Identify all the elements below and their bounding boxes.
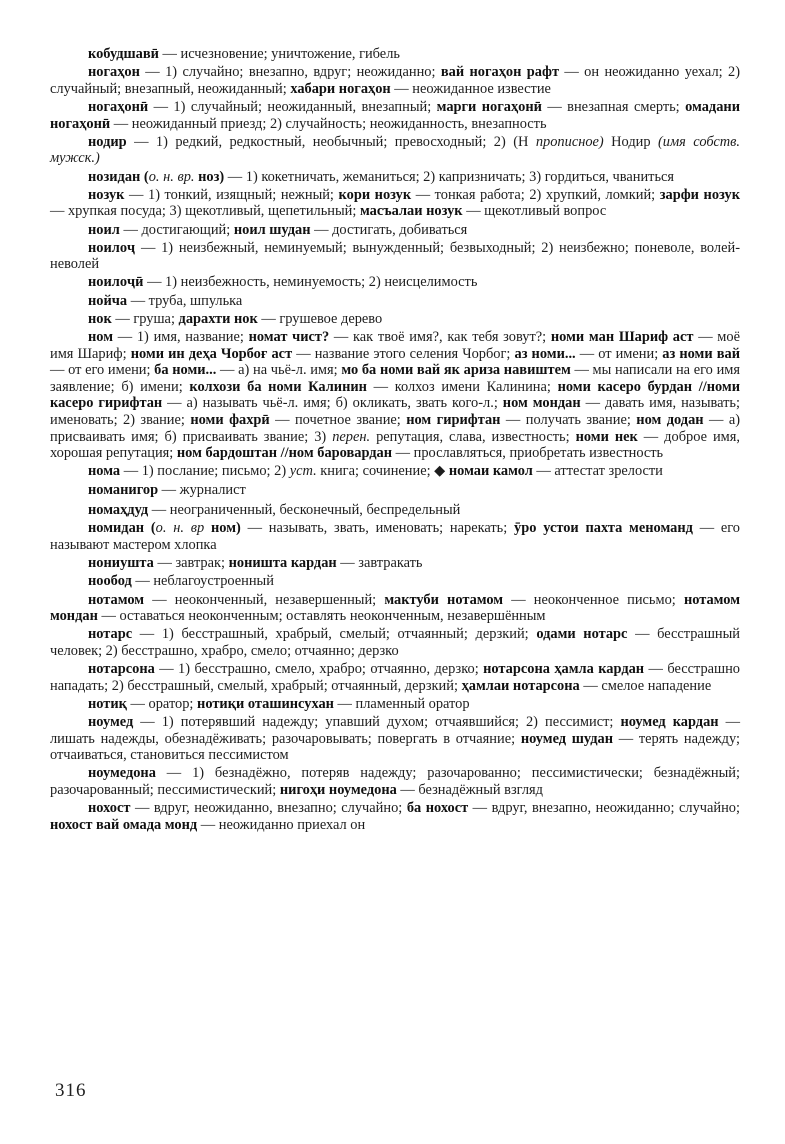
entry-text: — грушевое дерево xyxy=(257,310,383,327)
entry-text: — моё имя Шариф; xyxy=(50,329,740,362)
dictionary-entry xyxy=(50,134,740,167)
entry-text: — лишать надежды, обезнадёживать; разочаровывать; повергать в отчаяние; xyxy=(50,714,740,747)
entry-headword: ном додан xyxy=(636,412,704,428)
entry-text: — 1) бесстрашный, храбрый, смелый; отчаянный; дерзкий; xyxy=(132,626,537,643)
entry-label: прописное) xyxy=(535,133,604,150)
entry-text: — от имени; xyxy=(575,345,663,362)
entry-text: — тонкая работа; 2) хрупкий, ломкий; xyxy=(411,186,660,203)
entry-text: — оратор; xyxy=(126,695,198,712)
entry-text: — почетное звание; xyxy=(269,412,407,428)
dictionary-entry xyxy=(50,482,740,499)
entry-text: — неблагоустроенный xyxy=(131,573,274,590)
entry-text: — исчезновение; уничтожение, гибель xyxy=(158,46,400,62)
entry-text: — аттестат зрелости xyxy=(532,463,663,480)
page-number: 316 xyxy=(55,1080,87,1101)
entry-text: — 1) редкий, редкостный, необычный; превосходный; 2) (Н xyxy=(126,133,536,150)
dictionary-entry xyxy=(50,592,740,625)
dictionary-entry xyxy=(50,274,740,291)
entry-text: — 1) имя, название; xyxy=(113,329,249,346)
entry-text: — неожиданно приехал он xyxy=(197,816,366,833)
dictionary-entry xyxy=(50,520,740,553)
entry-text: — внезапная смерть; xyxy=(541,98,686,115)
entry-headword: номи ин деҳа Чорбоғ аст xyxy=(130,345,293,362)
entry-text: — безнадёжный взгляд xyxy=(396,782,543,798)
entry-text: — 1) потерявший надежду; упавший духом; отчаявшийся; 2) пессимист; xyxy=(133,714,621,731)
entry-text: — называть, звать, именовать; нарекать; xyxy=(240,520,515,537)
entry-label: уст. xyxy=(289,463,317,480)
entry-text: — терять надежду; отчаиваться, становиться пессимистом xyxy=(50,730,741,764)
entry-headword: ном гирифтан xyxy=(406,412,501,428)
entry-headword: ноилоҷ xyxy=(88,239,136,256)
entry-headword: номи фахрӣ xyxy=(190,412,270,428)
entry-label: о. н. вр xyxy=(155,520,205,537)
entry-text: — вдруг, неожиданно, внезапно; случайно; xyxy=(130,800,407,817)
entry-headword: ноил xyxy=(88,221,120,238)
entry-headword: ном мондан xyxy=(502,395,581,412)
entry-headword: аз номи вай xyxy=(662,345,740,362)
entry-text: — неожиданное известие xyxy=(390,80,551,97)
entry-headword: нотамом xyxy=(88,591,145,608)
entry-headword: нотиқ xyxy=(88,695,127,712)
entry-headword: номидан ( xyxy=(88,520,156,537)
dictionary-entry xyxy=(50,573,740,590)
dictionary-entry xyxy=(50,169,740,186)
entry-text: — а) присваивать имя; б) присваивать звание; 3) xyxy=(50,412,741,445)
entry-headword: номи касеро бурдан //номи касеро гирифтан xyxy=(50,378,741,412)
entry-headword: ноил шудан xyxy=(233,221,311,238)
dictionary-entry xyxy=(50,240,740,273)
entry-headword: нониушта xyxy=(88,555,154,572)
entry-headword: мо ба номи вай як ариза навиштем xyxy=(341,362,571,379)
entry-text: — получать звание; xyxy=(500,412,637,428)
entry-headword: ном) xyxy=(204,520,241,537)
entry-text: репутация, слава, известность; xyxy=(370,428,576,445)
entry-text: — мы написали на его имя заявление; б) имени; xyxy=(50,362,740,395)
entry-headword: ба нохост xyxy=(406,800,469,817)
entry-text: — пламенный оратор xyxy=(333,695,470,712)
entry-headword: нодир xyxy=(88,133,127,150)
entry-text: — бесстрашный человек; 2) бесстрашно, храбро, смело; отчаянно; дерзко xyxy=(50,626,740,659)
entry-text: — от его имени; xyxy=(50,362,155,379)
dictionary-entry xyxy=(50,661,740,694)
entry-text: — 1) послание; письмо; 2) xyxy=(120,463,290,480)
entry-text: — неограниченный, бесконечный, беспредельный xyxy=(148,502,461,519)
entry-headword: ногаҳонӣ xyxy=(88,98,149,115)
entry-text: — груша; xyxy=(111,310,179,327)
entry-headword: нотиқи оташинсухан xyxy=(197,695,334,712)
entry-text: — неожиданный приезд; 2) случайность; неожиданность, внезапность xyxy=(110,115,547,132)
entry-text: — завтракать xyxy=(336,555,423,572)
entry-text: — хрупкая посуда; 3) щекотливый, щепетильный; xyxy=(50,203,360,220)
dictionary-page xyxy=(50,46,740,835)
entry-text: Нодир xyxy=(603,133,658,150)
entry-headword: ноумед кардан xyxy=(620,714,719,731)
entry-headword: вай ногаҳон рафт xyxy=(440,64,560,81)
entry-text: — 1) тонкий, изящный; нежный; xyxy=(124,186,339,203)
entry-text: — 1) бесстрашно, смело, храбро; отчаянно, дерзко; xyxy=(154,661,484,678)
entry-headword: ноумед xyxy=(88,714,134,731)
entry-headword: нотарс xyxy=(88,626,133,643)
entry-text: — 1) случайный; неожиданный, внезапный; xyxy=(148,98,437,115)
dictionary-entry xyxy=(50,99,740,132)
entry-headword: нозук xyxy=(88,186,125,203)
dictionary-entry xyxy=(50,765,740,798)
entry-headword: ном xyxy=(88,329,114,346)
entry-headword: мактуби нотамом xyxy=(384,591,504,608)
entry-text: — неоконченный, незавершенный; xyxy=(144,591,385,608)
entry-label: перен. xyxy=(332,428,371,445)
dictionary-entry xyxy=(50,502,740,519)
entry-text: — достигающий; xyxy=(119,221,234,238)
entry-text: — давать имя, называть; именовать; 2) звание; xyxy=(50,395,740,428)
entry-headword: ноз) xyxy=(194,168,225,185)
entry-headword: ном бардоштан //ном баровардан xyxy=(176,445,393,462)
entry-headword: ногаҳон xyxy=(88,64,140,81)
entry-text: — смелое нападение xyxy=(579,677,712,694)
dictionary-entry xyxy=(50,714,740,764)
entry-text: — 1) безнадёжно, потеряв надежду; разочарованно; пессимистически; безнадёжный; разочарованный; пессимистический; xyxy=(50,765,740,798)
dictionary-entry xyxy=(50,626,740,659)
entry-headword: зарфи нозук xyxy=(659,186,740,203)
entry-headword: кори нозук xyxy=(338,186,412,203)
entry-text: книга; сочинение; ◆ xyxy=(316,463,449,480)
entry-headword: омадани ногаҳонӣ xyxy=(50,98,740,132)
entry-headword: нообод xyxy=(88,573,132,590)
entry-label: (имя собств. мужск.) xyxy=(50,133,741,167)
dictionary-entry xyxy=(50,555,740,572)
entry-text: — 1) случайно; внезапно, вдруг; неожиданно; xyxy=(139,64,441,81)
entry-label: о. н. вр. xyxy=(148,168,195,185)
entry-headword: масъалаи нозук xyxy=(359,203,463,220)
entry-text: — вдруг, внезапно, неожиданно; случайно; xyxy=(468,800,740,817)
entry-headword: нотамом мондан xyxy=(50,591,741,625)
dictionary-entry xyxy=(50,293,740,310)
entry-text: — журналист xyxy=(158,481,246,498)
entry-text: — неоконченное письмо; xyxy=(503,591,684,608)
dictionary-entry xyxy=(50,329,740,462)
entry-headword: аз номи... xyxy=(514,345,576,362)
dictionary-entry xyxy=(50,46,740,63)
entry-headword: колхози ба номи Калинин xyxy=(189,378,367,395)
entry-text: — достигать, добиваться xyxy=(310,221,468,238)
entry-headword: номат чист? xyxy=(248,329,330,346)
entry-headword: нома xyxy=(88,463,121,480)
entry-text: — а) называть чьё-л. имя; б) окликать, звать кого-л.; xyxy=(162,395,503,412)
entry-headword: нозидан ( xyxy=(88,168,149,185)
dictionary-entry xyxy=(50,800,740,833)
entry-headword: нойча xyxy=(88,292,128,309)
entry-text: — бесстрашно нападать; 2) бесстрашный, смелый, храбрый; отчаянный, дерзкий; xyxy=(50,661,741,694)
dictionary-entry xyxy=(50,311,740,328)
dictionary-entry xyxy=(50,222,740,239)
entry-headword: ноумедона xyxy=(88,765,156,782)
entry-text: — прославляться, приобретать известность xyxy=(392,445,664,462)
entry-text: — 1) кокетничать, жеманиться; 2) капризничать; 3) гордиться, чваниться xyxy=(224,168,675,185)
dictionary-entry xyxy=(50,64,740,97)
entry-headword: ноништа кардан xyxy=(228,555,337,572)
dictionary-entry xyxy=(50,463,740,480)
entry-text: — оставаться неоконченным; оставлять неоконченным, незавершённым xyxy=(97,608,546,625)
entry-text: — название этого селения Чорбог; xyxy=(292,345,515,362)
entry-headword: одами нотарс xyxy=(536,626,628,643)
entry-headword: номанигор xyxy=(88,481,159,498)
entry-text: — завтрак; xyxy=(153,555,229,572)
entry-headword: ба номи... xyxy=(154,362,217,379)
entry-text: — доброе имя, хорошая репутация; xyxy=(50,428,740,462)
entry-headword: номаҳдуд xyxy=(88,502,149,519)
entry-headword: хабари ногаҳон xyxy=(290,80,391,97)
entry-text: — труба, шпулька xyxy=(127,292,243,309)
entry-headword: кобудшавӣ xyxy=(88,46,159,62)
entry-headword: нохост вай омада монд xyxy=(50,816,198,833)
entry-headword: ӯро устои пахта меноманд xyxy=(514,520,693,537)
dictionary-entry xyxy=(50,696,740,713)
entry-text: — он неожиданно уехал; 2) случайный; внезапный, неожиданный; xyxy=(50,64,741,97)
entry-headword: нигоҳи ноумедона xyxy=(279,782,397,798)
entry-headword: нок xyxy=(88,310,112,327)
entry-headword: дарахти нок xyxy=(178,310,258,327)
entry-headword: ноилоҷӣ xyxy=(88,274,144,291)
entry-text: — щекотливый вопрос xyxy=(462,203,607,220)
entry-headword: ноумед шудан xyxy=(520,730,613,747)
entry-headword: номи нек xyxy=(575,428,638,445)
entry-text: — его называют мастером хлопка xyxy=(50,520,741,553)
entry-headword: марги ногаҳонӣ xyxy=(436,98,542,115)
entry-text: — 1) неизбежность, неминуемость; 2) неисцелимость xyxy=(143,274,478,291)
dictionary-entry xyxy=(50,187,740,220)
entry-headword: нотарсона ҳамла кардан xyxy=(483,661,645,678)
entry-text: — колхоз имени Калинина; xyxy=(366,378,558,395)
entry-headword: нохост xyxy=(88,800,131,817)
entry-headword: номи ман Шариф аст xyxy=(550,329,694,346)
entry-headword: нотарсона xyxy=(88,661,155,678)
entry-text: — а) на чьё-л. имя; xyxy=(216,362,342,379)
entry-headword: ҳамлаи нотарсона xyxy=(461,677,580,694)
entry-text: — 1) неизбежный, неминуемый; вынужденный; безвыходный; 2) неизбежно; поневоле, волей-неволей xyxy=(50,239,740,273)
entry-text: — как твоё имя?, как тебя зовут?; xyxy=(329,329,551,346)
entry-headword: номаи камол xyxy=(448,463,533,480)
